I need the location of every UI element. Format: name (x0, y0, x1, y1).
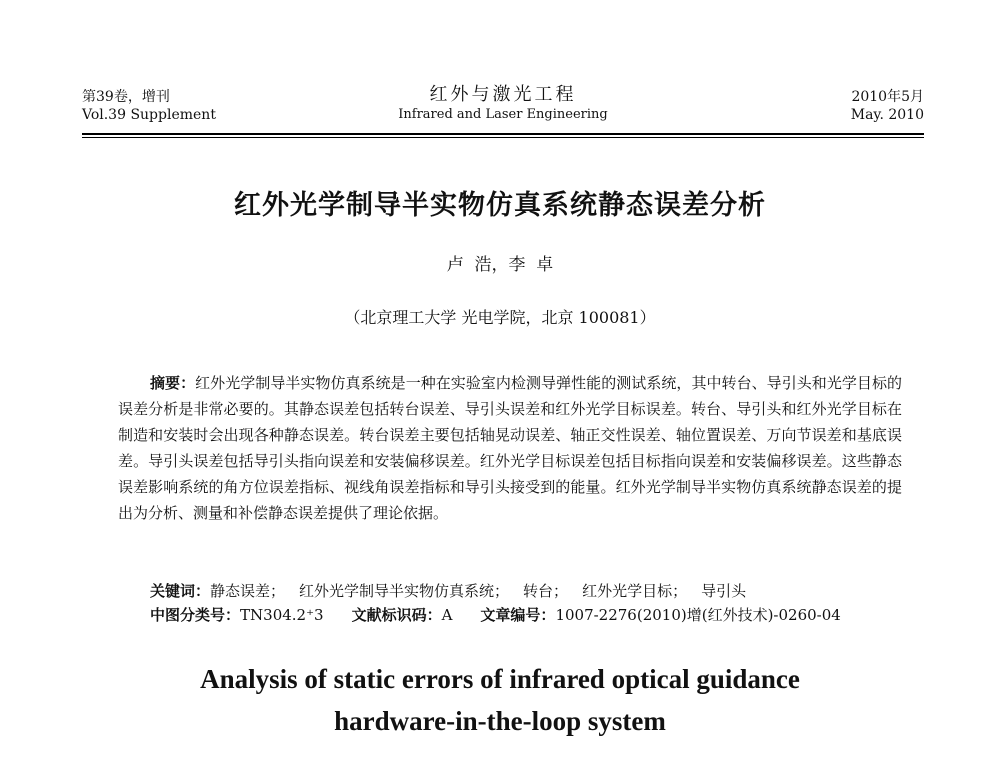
running-header (82, 84, 924, 134)
article-number-value: 1007-2276(2010)增(红外技术)-0260-04 (555, 606, 841, 624)
keyword-item: 静态误差； (210, 582, 286, 600)
journal-name-en: Infrared and Laser Engineering (398, 107, 608, 122)
keyword-item: 红外光学制导半实物仿真系统； (299, 582, 510, 600)
abstract-text: 红外光学制导半实物仿真系统是一种在实验室内检测导弹性能的测试系统，其中转台、导引头和光学目标的误差分析是非常必要的。其静态误差包括转台误差、导引头误差和红外光学目标误差。转台、导引头和红外光学目标在制造和安装时会出现各种静态误差。转台误差主要包括轴晃动误差、轴正交性误差、轴位置误差、万向节误差和基底误差。导引头误差包括导引头指向误差和安装偏移误差。红外光学目标误差包括目标指向误差和安装偏移误差。这些静态误差影响系统的角方位误差指标、视线角误差指标和导引头接受到的能量。红外光学制导半实物仿真系统静态误差的提出为分析、测量和补偿静态误差提供了理论依据。 (118, 374, 902, 522)
abstract (118, 370, 902, 526)
keywords (150, 580, 746, 602)
journal-name-cn: 红外与激光工程 (429, 84, 577, 105)
issue-date (851, 88, 924, 124)
doc-code-value: A (441, 606, 453, 624)
issue-date-cn: 2010年5月 (851, 89, 924, 105)
header-rule-thick (82, 133, 924, 135)
abstract-paragraph (118, 370, 902, 526)
article-number-label: 文章编号： (480, 606, 556, 624)
doc-code-label: 文献标识码： (351, 606, 442, 624)
keywords-label: 关键词： (150, 582, 211, 600)
keyword-item: 红外光学目标； (582, 582, 688, 600)
journal-name (82, 84, 924, 124)
paper-title-en-line1: Analysis of static errors of infrared optical guidance (200, 664, 800, 694)
clc-label: 中图分类号： (150, 606, 241, 624)
abstract-label: 摘要： (150, 374, 196, 392)
volume-en: Vol.39 Supplement (82, 107, 216, 123)
authors: 卢 浩，李 卓 (446, 255, 554, 275)
paper-title-en (0, 658, 1000, 742)
paper-title-en-line2: hardware-in-the-loop system (334, 706, 666, 736)
keyword-item: 转台； (523, 582, 569, 600)
classification-line (150, 604, 841, 626)
header-rule-thin (82, 137, 924, 138)
paper-title-cn: 红外光学制导半实物仿真系统静态误差分析 (234, 190, 766, 221)
issue-date-en: May. 2010 (850, 107, 924, 123)
volume-cn: 第39卷，增刊 (82, 89, 170, 105)
keyword-item: 导引头 (701, 582, 747, 600)
clc-value: TN304.2⁺3 (240, 606, 324, 624)
affiliation: （北京理工大学 光电学院，北京 100081） (344, 308, 656, 327)
